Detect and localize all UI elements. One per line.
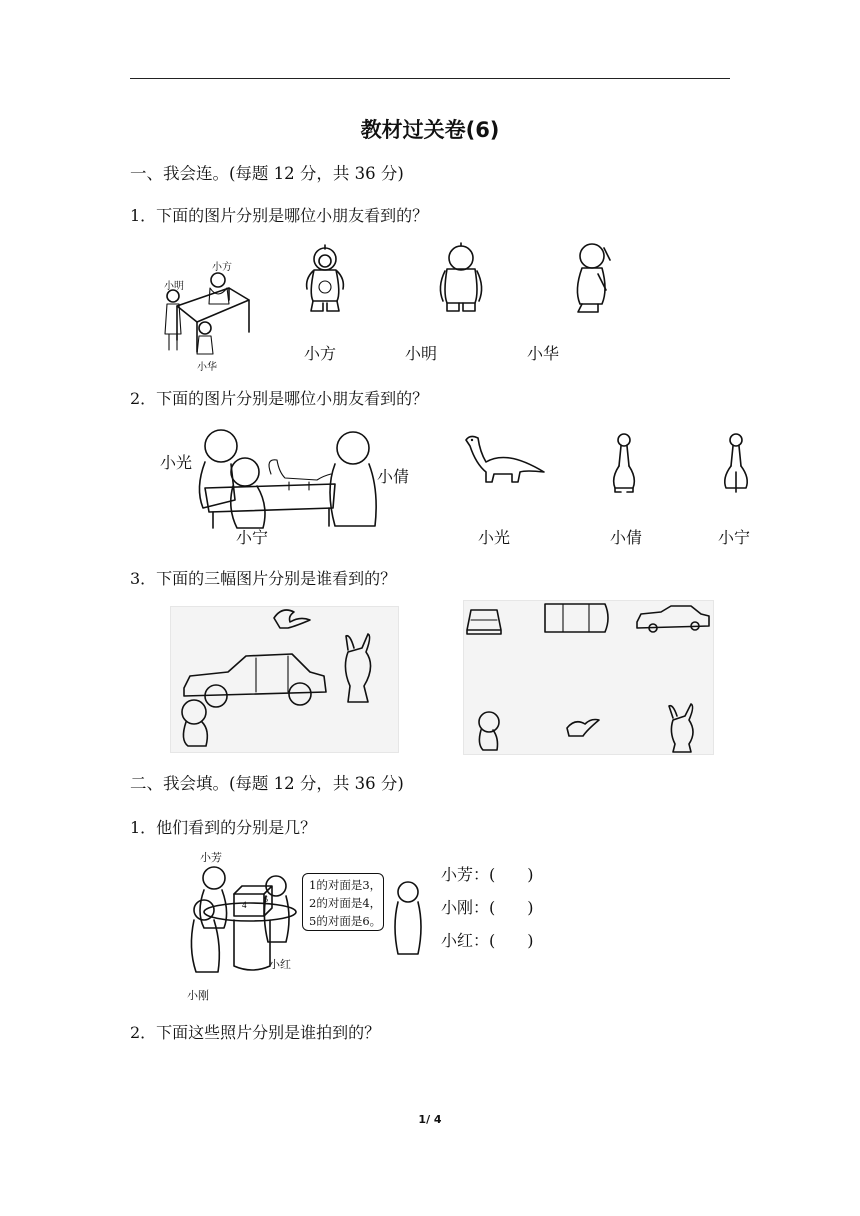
s1-q2-scene-label-xiaoqian: 小倩 xyxy=(377,467,410,486)
header-rule xyxy=(130,78,730,79)
s1-q1-answer-xiaofang: 小方 xyxy=(304,344,337,363)
s1-q1-scene-label-xiaohua: 小华 xyxy=(197,362,217,373)
s1-q3-text: 3．下面的三幅图片分别是谁看到的？ xyxy=(130,569,397,588)
s1-q1-text: 1．下面的图片分别是哪位小朋友看到的？ xyxy=(130,206,429,225)
cube-face-5: 5 xyxy=(264,895,268,904)
s1-q1-answer-xiaoming: 小明 xyxy=(405,344,438,363)
section1-heading: 一、我会连。(每题 12 分，共 36 分) xyxy=(130,164,404,183)
speech-bubble xyxy=(302,873,384,931)
s2-q1-scene-label-xiaohong: 小红 xyxy=(269,958,291,971)
s1-q1-scene-illustration xyxy=(155,258,255,370)
cube-face-4: 4 xyxy=(242,900,247,910)
s2-q2-text: 2．下面这些照片分别是谁拍到的？ xyxy=(130,1023,381,1042)
bubble-line-2: 2的对面是4， xyxy=(309,896,382,910)
doll-side-view-image xyxy=(568,240,618,314)
car-bird-monkey-rabbit-scene-image xyxy=(170,606,397,751)
page-title: 教材过关卷(6) xyxy=(360,118,500,142)
dinosaur-side-view-image xyxy=(462,432,546,486)
s1-q1-scene-label-xiaofang: 小方 xyxy=(212,262,232,273)
s1-q2-scene-label-xiaoguang: 小光 xyxy=(160,453,193,472)
answer-xiaogang[interactable]: 小刚：( ) xyxy=(441,898,534,917)
s2-q1-text: 1．他们看到的分别是几？ xyxy=(130,818,317,837)
s1-q2-answer-xiaoguang: 小光 xyxy=(478,528,511,547)
bubble-line-1: 1的对面是3， xyxy=(309,878,382,892)
car-three-views-image xyxy=(463,600,712,753)
s1-q2-scene-label-xiaoning: 小宁 xyxy=(236,528,269,547)
s1-q2-answer-xiaoning: 小宁 xyxy=(718,528,751,547)
section2-heading: 二、我会填。(每题 12 分，共 36 分) xyxy=(130,774,404,793)
s2-q1-scene-label-xiaofang: 小芳 xyxy=(200,851,222,864)
answer-xiaofang[interactable]: 小芳：( ) xyxy=(441,865,534,884)
s1-q2-scene-illustration xyxy=(185,428,385,538)
page-number: 1/ 4 xyxy=(418,1113,442,1126)
dinosaur-front-view-image xyxy=(607,432,641,494)
doll-back-view-image xyxy=(433,243,489,313)
answer-xiaohong[interactable]: 小红：( ) xyxy=(441,931,534,950)
s1-q1-scene-label-xiaoming: 小明 xyxy=(164,281,184,292)
s1-q1-answer-xiaohua: 小华 xyxy=(527,344,560,363)
bubble-line-3: 5的对面是6。 xyxy=(309,914,382,928)
dinosaur-back-view-image xyxy=(718,432,754,494)
s2-q1-scene-label-xiaogang: 小刚 xyxy=(187,989,209,1002)
doll-front-view-image xyxy=(299,245,351,313)
s1-q2-text: 2．下面的图片分别是哪位小朋友看到的？ xyxy=(130,389,429,408)
s1-q2-answer-xiaoqian: 小倩 xyxy=(610,528,643,547)
